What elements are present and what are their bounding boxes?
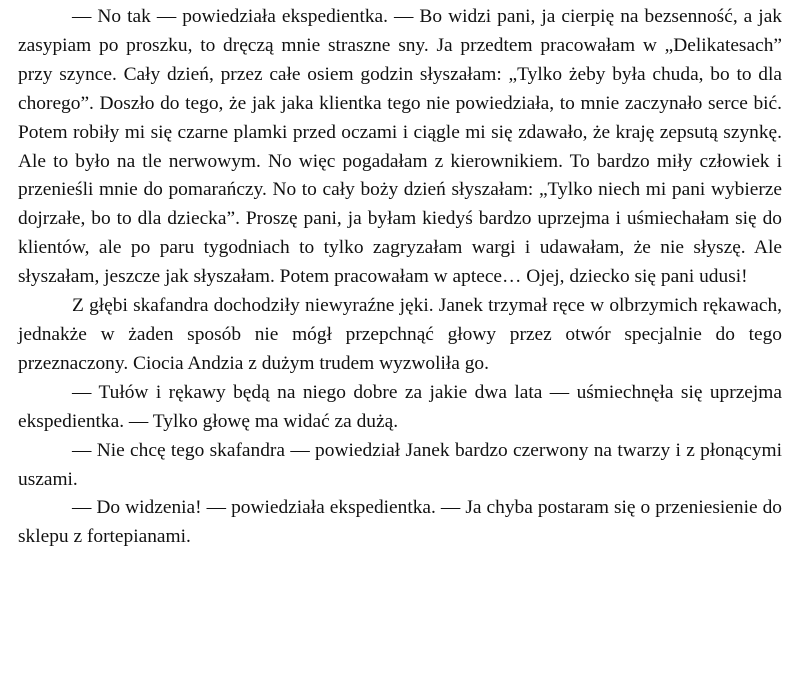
- paragraph-shop-assistant-remark: — Tułów i rękawy będą na niego dobre za jakie dwa lata — uśmiechnęła się uprzejma ekspedientka. — Tylko głowę ma widać za dużą.: [18, 381, 782, 432]
- paragraph-janek-refuses: — Nie chcę tego skafandra — powiedział Janek bardzo czerwony na twarzy i z płonącymi uszami.: [18, 439, 782, 490]
- paragraph-shop-assistant-story: — No tak — powiedziała ekspedientka. — Bo widzi pani, ja cierpię na bezsenność, a jak zasypiam po proszku, to dręczą mnie straszne sny. Ja przedtem pracowałam w „Delikatesach” przy szynce. Cały dzień, przez całe osiem godzin słyszałam: „Tylko żeby była chuda, bo to dla chorego”. Doszło do tego, że jak jaka klientka tego nie powiedziała, to mnie zaczynało serce bić. Potem robiły mi się czarne plamki przed oczami i ciągle mi się zdawało, że kraję zepsutą szynkę. Ale to było na tle nerwowym. No więc pogadałam z kierownikiem. To bardzo miły człowiek i przenieśli mnie do pomarańczy. No to cały boży dzień słyszałam: „Tylko niech mi pani wybierze dojrzałe, bo to dla dziecka”. Proszę pani, ja byłam kiedyś bardzo uprzejma i uśmiechałam się do klientów, ale po paru tygodniach to tylko zagryzałam wargi i udawałam, że nie słyszę. Ale słyszałam, jeszcze jak słyszałam. Potem pracowałam w aptece… Ojej, dziecko się pani udusi!: [18, 6, 782, 288]
- paragraph-goodbye: — Do widzenia! — powiedziała ekspedientka. — Ja chyba postaram się o przeniesienie do sklepu z fortepianami.: [18, 497, 782, 548]
- document-page: [18, 0, 782, 552]
- paragraph-spacesuit-moans: Z głębi skafandra dochodziły niewyraźne jęki. Janek trzymał ręce w olbrzymich rękawach, jednakże w żaden sposób nie mógł przepchnąć głowy przez otwór specjalnie do tego przeznaczony. Ciocia Andzia z dużym trudem wyzwoliła go.: [18, 295, 782, 374]
